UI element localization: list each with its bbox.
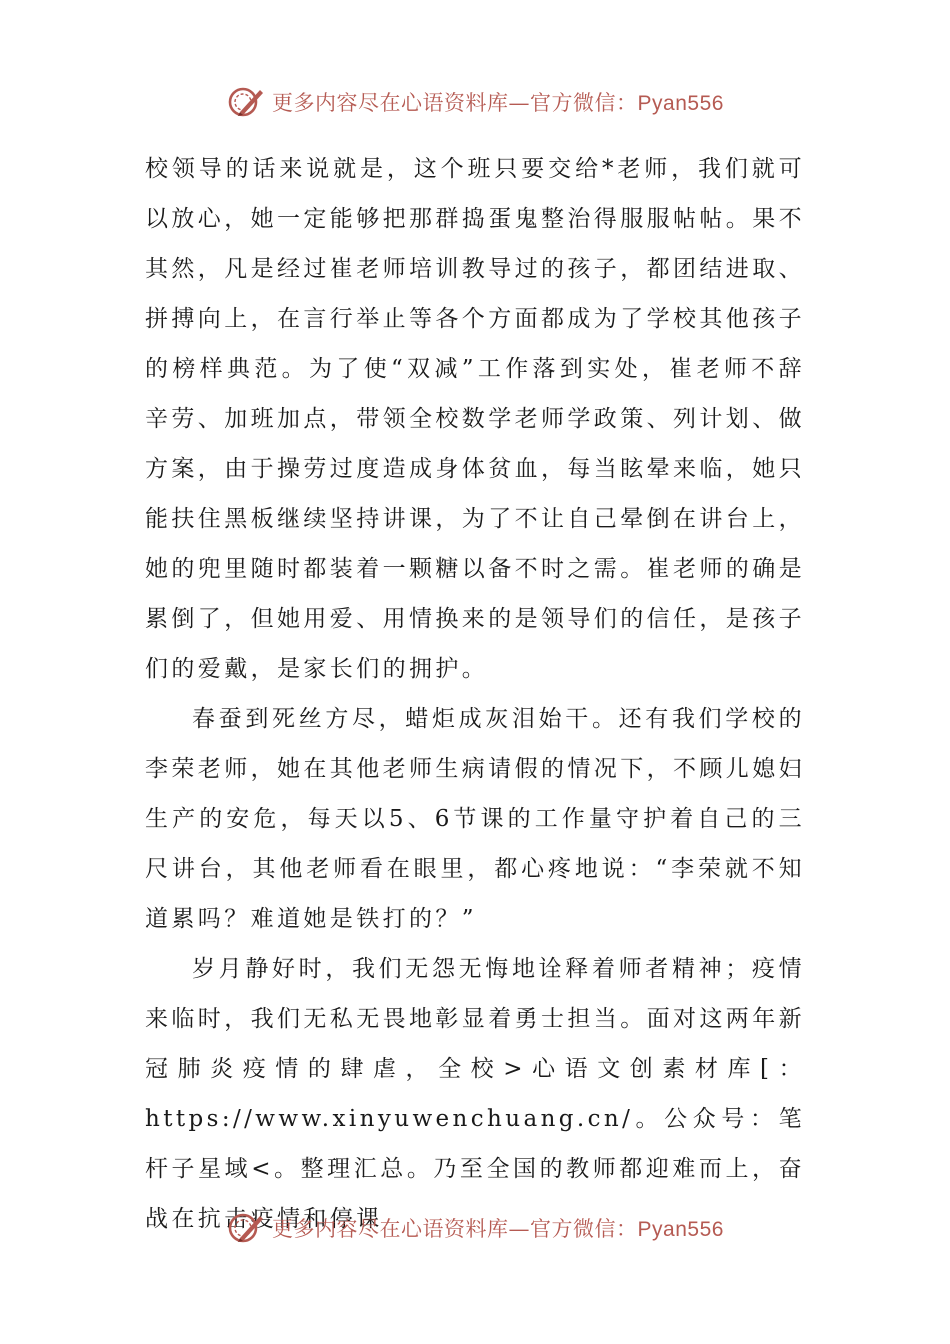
- header-banner-text: 更多内容尽在心语资料库—官方微信：Pyan556: [272, 91, 724, 115]
- paragraph-3: 岁月静好时，我们无怨无悔地诠释着师者精神；疫情来临时，我们无私无畏地彰显着勇士担当。面对这两年新冠肺炎疫情的肆虐，全校>心语文创素材库[：https://www.xinyuwenchuang.cn/。公众号：笔杆子星域<。整理汇总。乃至全国的教师都迎难而上，奋战在抗击疫情和停课: [145, 956, 805, 1232]
- paragraph-1: 校领导的话来说就是，这个班只要交给*老师，我们就可以放心，她一定能够把那群捣蛋鬼整治得服服帖帖。果不其然，凡是经过崔老师培训教导过的孩子，都团结进取、拼搏向上，在言行举止等各个方面都成为了学校其他孩子的榜样典范。为了使“双减”工作落到实处，崔老师不辞辛劳、加班加点，带领全校数学老师学政策、列计划、做方案，由于操劳过度造成身体贫血，每当眩晕来临，她只能扶住黑板继续坚持讲课，为了不让自己晕倒在讲台上，她的兜里随时都装着一颗糖以备不时之需。崔老师的确是累倒了，但她用爱、用情换来的是领导们的信任，是孩子们的爱戴，是家长们的拥护。: [145, 156, 805, 682]
- footer-wechat-handle: Pyan556: [637, 1218, 724, 1241]
- footer-banner: [0, 1208, 950, 1248]
- paragraph-2: 春蚕到死丝方尽，蜡炬成灰泪始干。还有我们学校的李荣老师，她在其他老师生病请假的情况下，不顾儿媳妇生产的安危，每天以5、6节课的工作量守护着自己的三尺讲台，其他老师看在眼里，都心疼地说：“李荣就不知道累吗？难道她是铁打的？”: [145, 706, 805, 932]
- footer-banner-text: 更多内容尽在心语资料库—官方微信：Pyan556: [272, 1217, 724, 1241]
- header-wechat-handle: Pyan556: [637, 92, 724, 115]
- pen-logo-icon: [226, 1210, 266, 1246]
- document-body: [145, 144, 805, 1244]
- header-banner: [0, 82, 950, 122]
- pen-logo-icon: [226, 84, 266, 120]
